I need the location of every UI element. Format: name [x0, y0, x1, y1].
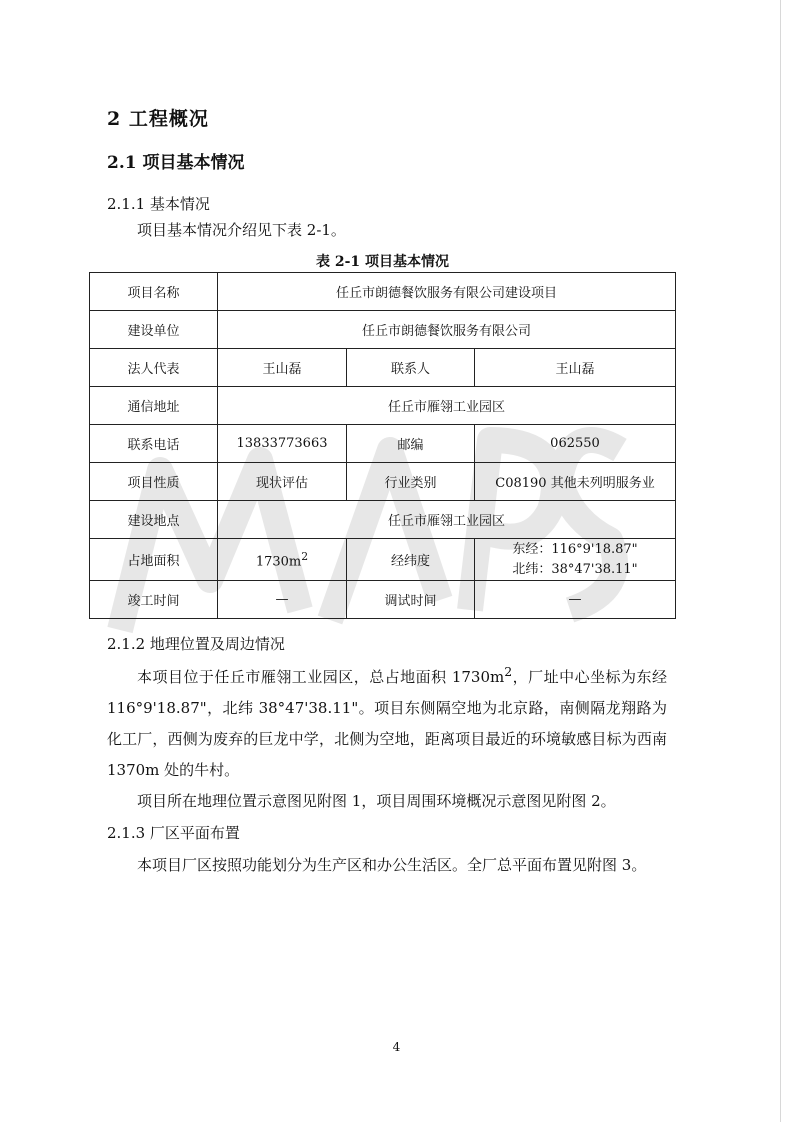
table-row: [90, 425, 676, 463]
cell-value: 任丘市雁翎工业园区: [218, 501, 676, 539]
cell-value: —: [218, 581, 347, 619]
cell-value-coordinates: [475, 539, 676, 581]
cell-value: 062550: [475, 425, 676, 463]
cell-value-area: [218, 539, 347, 581]
cell-label: 建设单位: [90, 311, 218, 349]
project-info-table: [89, 272, 676, 619]
subsection-title: 2.1 项目基本情况: [107, 153, 245, 173]
cell-label: 竣工时间: [90, 581, 218, 619]
cell-label: 通信地址: [90, 387, 218, 425]
cell-label: 行业类别: [347, 463, 475, 501]
table-row: [90, 581, 676, 619]
table-caption: 表 2-1 项目基本情况: [315, 254, 450, 270]
latitude-value: 北纬：38°47'38.11": [512, 561, 638, 577]
cell-value: 王山磊: [218, 349, 347, 387]
cell-label: 占地面积: [90, 539, 218, 581]
cell-value: 任丘市朗德餐饮服务有限公司建设项目: [218, 273, 676, 311]
area-superscript: 2: [504, 664, 513, 679]
cell-label: 项目性质: [90, 463, 218, 501]
cell-label: 项目名称: [90, 273, 218, 311]
cell-value: 任丘市朗德餐饮服务有限公司: [218, 311, 676, 349]
cell-label: 联系人: [347, 349, 475, 387]
location-text-part: ，厂址中心坐标为东经 116°9'18.87"，北纬 38°47'38.11"。项目东侧隔空地为北京路，南侧隔龙翔路为化工厂，西侧为废弃的巨龙中学，北侧为空地，距离项目最近的环境敏感目标为西南 1370m 处的牛村。: [107, 668, 667, 779]
cell-value: —: [475, 581, 676, 619]
layout-paragraph: [107, 850, 667, 881]
intro-paragraph: [107, 215, 667, 246]
longitude-value: 东经：116°9'18.87": [512, 541, 638, 557]
heading-2-1-3: 2.1.3 厂区平面布置: [107, 824, 240, 842]
location-text-part: 本项目位于任丘市雁翎工业园区，总占地面积 1730m: [137, 668, 505, 686]
heading-2-1-2: 2.1.2 地理位置及周边情况: [107, 635, 285, 653]
table-row: [90, 539, 676, 581]
cell-value: 任丘市雁翎工业园区: [218, 387, 676, 425]
location-paragraph: [107, 656, 667, 817]
table-row: [90, 387, 676, 425]
table-row: [90, 501, 676, 539]
section-title: 2 工程概况: [107, 108, 209, 130]
location-text: [107, 656, 667, 786]
layout-text: 本项目厂区按照功能划分为生产区和办公生活区。全厂总平面布置见附图 3。: [137, 856, 647, 874]
cell-value: 王山磊: [475, 349, 676, 387]
intro-text: 项目基本情况介绍见下表 2-1。: [137, 221, 346, 239]
table-row: [90, 463, 676, 501]
table-row: [90, 311, 676, 349]
page-number: 4: [392, 1040, 401, 1054]
cell-value: C08190 其他未列明服务业: [475, 463, 676, 501]
cell-label: 调试时间: [347, 581, 475, 619]
cell-value: 13833773663: [218, 425, 347, 463]
cell-label: 法人代表: [90, 349, 218, 387]
heading-2-1-1: 2.1.1 基本情况: [107, 195, 210, 213]
cell-label: 建设地点: [90, 501, 218, 539]
area-value: 1730m: [255, 554, 302, 570]
area-unit-superscript: 2: [301, 549, 309, 563]
table-row: [90, 349, 676, 387]
cell-label: 邮编: [347, 425, 475, 463]
location-figures-text: 项目所在地理位置示意图见附图 1，项目周围环境概况示意图见附图 2。: [137, 792, 616, 810]
table-row: [90, 273, 676, 311]
cell-label: 联系电话: [90, 425, 218, 463]
cell-label: 经纬度: [347, 539, 475, 581]
page-edge-line: [780, 0, 781, 1122]
cell-value: 现状评估: [218, 463, 347, 501]
